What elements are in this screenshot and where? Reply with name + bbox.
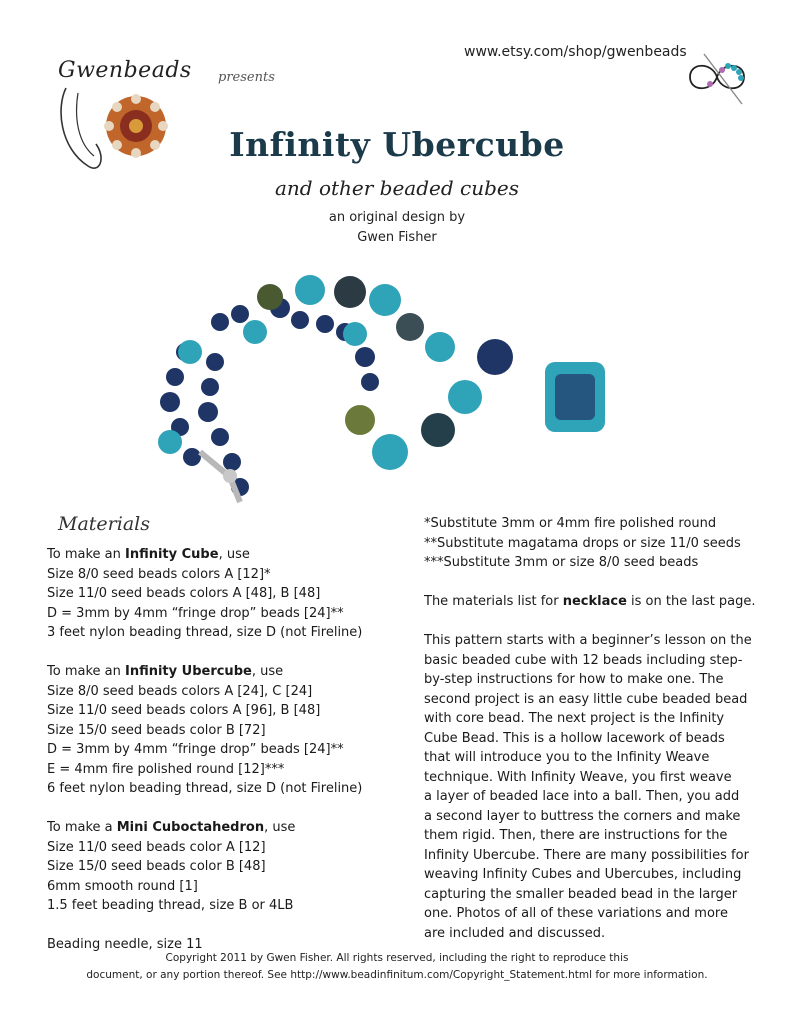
etsy-shop-link[interactable]: www.etsy.com/shop/gwenbeads	[464, 44, 687, 60]
substitution-note: *Substitute 3mm or 4mm fire polished round	[424, 516, 717, 531]
notes-column	[424, 514, 764, 943]
description-line: are included and discussed.	[424, 925, 606, 941]
copyright-line-2: document, or any portion thereof. See http://www.beadinfinitum.com/Copyright_Statement.html for more information.	[86, 969, 708, 981]
list-item: Size 11/0 seed beads colors A [48], B [48]	[47, 586, 321, 601]
infinity-ubercube-name: Infinity Ubercube	[124, 664, 252, 679]
description-line: Infinity Ubercube. There are many possibilities for	[424, 847, 749, 863]
substitution-note: **Substitute magatama drops or size 11/0 seeds	[424, 535, 741, 551]
description-line: second project is an easy little cube beaded bead	[424, 691, 748, 707]
page-title: Infinity Ubercube	[229, 125, 565, 164]
description-line: capturing the smaller beaded bead in the larger	[424, 886, 738, 902]
necklace-note: The materials list for necklace is on the last page.	[424, 594, 756, 609]
description-line: them rigid. Then, there are instructions for the	[424, 828, 728, 843]
description-line: weaving Infinity Cubes and Ubercubes, including	[424, 867, 742, 882]
description-line: basic beaded cube with 12 beads including step-	[424, 652, 743, 668]
list-item: Size 8/0 seed beads colors A [12]*	[47, 566, 271, 582]
list-item: 1.5 feet beading thread, size B or 4LB	[47, 898, 294, 913]
presents-label: presents	[218, 70, 275, 85]
description-line: a layer of beaded lace into a ball. Then, you add	[424, 789, 740, 804]
mini-cuboctahedron-name: Mini Cuboctahedron	[116, 820, 265, 835]
infinity-ubercube-intro: To make an Infinity Ubercube, use	[47, 664, 284, 679]
materials-list	[47, 545, 417, 955]
description-line: with core bead. The next project is the Infinity	[424, 711, 725, 726]
list-item: Size 11/0 seed beads color A [12]	[47, 839, 266, 855]
page-subtitle: and other beaded cubes	[274, 176, 520, 200]
description-line: a second layer to buttress the corners and make	[424, 808, 741, 824]
description-line: This pattern starts with a beginner’s lesson on the	[424, 633, 752, 648]
description-line: that will introduce you to the Infinity Weave	[424, 750, 710, 765]
list-item: Size 15/0 seed beads color B [48]	[47, 859, 266, 874]
infinity-bead-logo-icon	[684, 44, 750, 110]
list-item: D = 3mm by 4mm “fringe drop” beads [24]**	[47, 742, 344, 757]
list-item: Size 11/0 seed beads colors A [96], B [48]	[47, 703, 321, 718]
copyright-footer	[0, 950, 794, 984]
description-line: by-step instructions for how to make one. The	[424, 672, 724, 687]
copyright-line-1: Copyright 2011 by Gwen Fisher. All rights reserved, including the right to reproduce this	[165, 952, 629, 964]
byline	[0, 208, 794, 248]
list-item: Size 15/0 seed beads color B [72]	[47, 722, 266, 738]
mini-cuboctahedron-intro: To make a Mini Cuboctahedron, use	[47, 820, 296, 835]
infinity-cube-intro: To make an Infinity Cube, use	[47, 547, 250, 562]
description-line: technique. With Infinity Weave, you first weave	[424, 769, 732, 785]
list-item: E = 4mm fire polished round [12]***	[47, 761, 285, 777]
list-item: 6mm smooth round [1]	[47, 878, 198, 894]
necklace-photo	[140, 262, 620, 522]
list-item: 6 feet nylon beading thread, size D (not Fireline)	[47, 781, 363, 796]
list-item: D = 3mm by 4mm “fringe drop” beads [24]**	[47, 605, 344, 621]
description-line: Cube Bead. This is a hollow lacework of beads	[424, 730, 725, 746]
necklace-bold: necklace	[562, 594, 627, 609]
brand-name: Gwenbeads	[58, 58, 192, 83]
list-item: 3 feet nylon beading thread, size D (not Fireline)	[47, 625, 363, 640]
list-item: Size 8/0 seed beads colors A [24], C [24]	[47, 683, 313, 699]
byline-line-1: an original design by	[328, 210, 466, 225]
description-line: one. Photos of all of these variations and more	[424, 906, 728, 921]
needle-item: Beading needle, size 11	[47, 937, 203, 952]
materials-heading: Materials	[58, 513, 150, 535]
infinity-cube-name: Infinity Cube	[124, 547, 219, 562]
byline-author: Gwen Fisher	[357, 230, 437, 245]
substitution-note: ***Substitute 3mm or size 8/0 seed beads	[424, 555, 699, 570]
